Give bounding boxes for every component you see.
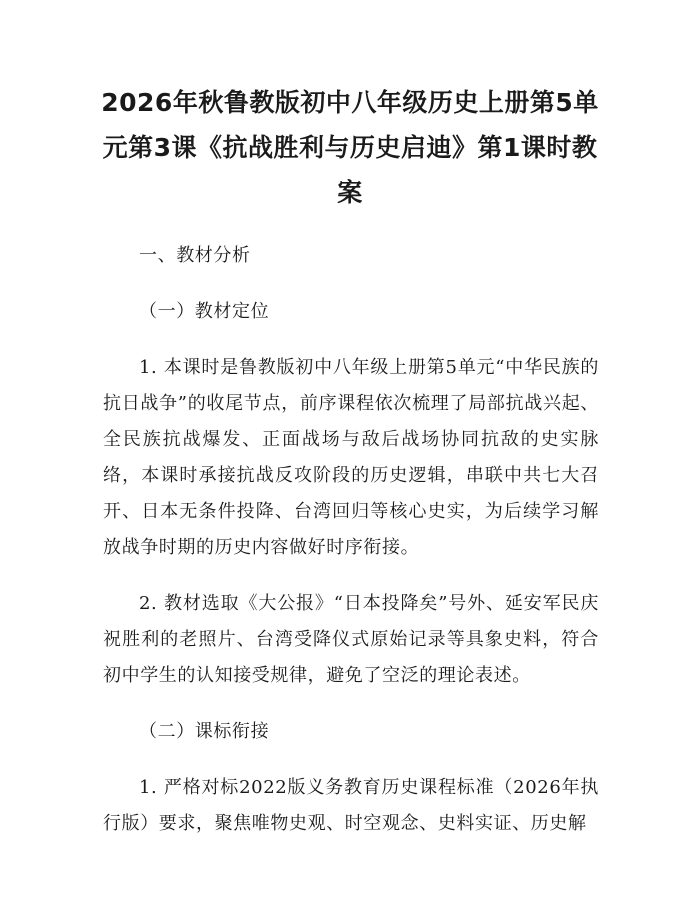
subsection-heading-curriculum-link: （二）课标衔接 (139, 721, 270, 742)
document-title: 2026年秋鲁教版初中八年级历史上册第5单元第3课《抗战胜利与历史启迪》第1课时教案 (101, 88, 599, 207)
subsection-heading-textbook-position: （一）教材定位 (139, 301, 270, 322)
paragraph-item-1: 1. 本课时是鲁教版初中八年级上册第5单元“中华民族的抗日战争”的收尾节点，前序课程依次梳理了局部抗战兴起、全民族抗战爆发、正面战场与敌后战场协同抗敌的史实脉络，本课时承接抗战反攻阶段的历史逻辑，串联中共七大召开、日本无条件投降、台湾回归等核心史实，为后续学习解放战争时期的历史内容做好时序衔接。 (103, 357, 599, 558)
paragraph-item-2: 2. 教材选取《大公报》“日本投降矣”号外、延安军民庆祝胜利的老照片、台湾受降仪式原始记录等具象史料，符合初中学生的认知接受规律，避免了空泛的理论表述。 (103, 593, 599, 686)
document-body (103, 238, 599, 862)
paragraph-item-3: 1. 严格对标2022版义务教育历史课程标准（2026年执行版）要求，聚焦唯物史观、时空观念、史料实证、历史解 (103, 777, 599, 834)
section-heading-textbook-analysis: 一、教材分析 (139, 245, 251, 266)
